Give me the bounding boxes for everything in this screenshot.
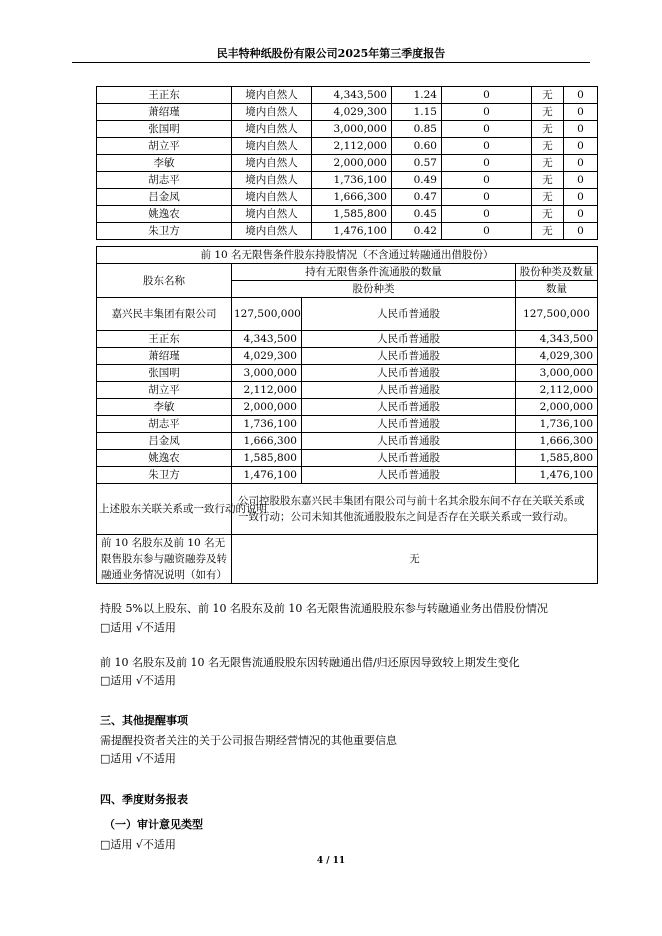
shareholder-name: 萧绍瑾 (97, 104, 232, 121)
shareholder-name: 萧绍瑾 (97, 348, 232, 365)
shares-qty: 1,476,100 (232, 467, 302, 484)
shareholder-name: 朱卫方 (97, 223, 232, 240)
table-row (97, 138, 598, 155)
shares-qty: 2,112,000 (232, 382, 302, 399)
share-type: 人民币普通股 (302, 450, 516, 467)
pledge-status: 无 (532, 206, 564, 223)
pledge-status: 无 (532, 189, 564, 206)
pledge-count: 0 (564, 104, 598, 121)
share-count: 1,666,300 (516, 433, 598, 450)
pledge-count: 0 (564, 189, 598, 206)
table-row (97, 206, 598, 223)
share-count: 127,500,000 (516, 298, 598, 331)
share-type: 人民币普通股 (302, 399, 516, 416)
table-row (97, 104, 598, 121)
restricted-shares: 0 (442, 189, 532, 206)
table-row (97, 365, 598, 382)
pledge-count: 0 (564, 155, 598, 172)
shareholder-type: 境内自然人 (232, 223, 312, 240)
table-row (97, 467, 598, 484)
share-ratio: 1.15 (392, 104, 442, 121)
section4-title: 四、季度财务报表 (100, 793, 188, 806)
unrestricted-rows (97, 331, 598, 484)
restricted-shares: 0 (442, 206, 532, 223)
shares-qty: 2,000,000 (232, 399, 302, 416)
share-count: 2,112,000 (516, 382, 598, 399)
table-row (97, 348, 598, 365)
shares-held: 1,736,100 (312, 172, 392, 189)
shareholder-name: 嘉兴民丰集团有限公司 (97, 298, 232, 331)
unrestricted-table-title: 前 10 名无限售条件股东持股情况（不含通过转融通出借股份） (97, 247, 598, 264)
share-count: 2,000,000 (516, 399, 598, 416)
lending-disclosure-option: □适用 √不适用 (100, 621, 176, 634)
col-header-qty: 持有无限售条件流通股的数量 (232, 264, 516, 281)
section3-text: 需提醒投资者关注的关于公司报告期经营情况的其他重要信息 (100, 734, 397, 747)
section4-subtitle: （一）审计意见类型 (104, 818, 203, 831)
shareholder-type: 境内自然人 (232, 121, 312, 138)
shares-held: 4,029,300 (312, 104, 392, 121)
share-count: 3,000,000 (516, 365, 598, 382)
shareholder-name: 胡志平 (97, 416, 232, 433)
shareholder-name: 胡立平 (97, 138, 232, 155)
share-type: 人民币普通股 (302, 365, 516, 382)
header-divider (72, 62, 590, 63)
shareholder-name: 吕金凤 (97, 433, 232, 450)
shareholder-name: 李敏 (97, 399, 232, 416)
shares-qty: 1,585,800 (232, 450, 302, 467)
shareholder-name: 王正东 (97, 331, 232, 348)
table-row (97, 223, 598, 240)
pledge-status: 无 (532, 87, 564, 104)
pledge-count: 0 (564, 121, 598, 138)
pledge-count: 0 (564, 172, 598, 189)
shareholder-name: 张国明 (97, 365, 232, 382)
share-type: 人民币普通股 (302, 298, 516, 331)
share-ratio: 0.47 (392, 189, 442, 206)
share-ratio: 0.45 (392, 206, 442, 223)
shares-qty: 3,000,000 (232, 365, 302, 382)
page-header-title: 民丰特种纸股份有限公司2025年第三季度报告 (216, 47, 446, 60)
share-count: 4,343,500 (516, 331, 598, 348)
share-ratio: 0.60 (392, 138, 442, 155)
share-type: 人民币普通股 (302, 331, 516, 348)
pledge-status: 无 (532, 172, 564, 189)
table-row (97, 121, 598, 138)
relation-label: 上述股东关联关系或一致行动的说明 (97, 484, 232, 535)
table-row (97, 172, 598, 189)
margin-text: 无 (232, 535, 598, 584)
pledge-status: 无 (532, 138, 564, 155)
table-row (97, 189, 598, 206)
table-row (97, 155, 598, 172)
table-row (97, 382, 598, 399)
share-type: 人民币普通股 (302, 416, 516, 433)
shares-held: 1,666,300 (312, 189, 392, 206)
top-shareholders-body (97, 87, 598, 240)
share-count: 4,029,300 (516, 348, 598, 365)
col-header-name: 股东名称 (97, 264, 232, 298)
shareholder-name: 姚逸农 (97, 206, 232, 223)
shares-held: 3,000,000 (312, 121, 392, 138)
shareholder-type: 境内自然人 (232, 155, 312, 172)
restricted-shares: 0 (442, 223, 532, 240)
share-count: 1,585,800 (516, 450, 598, 467)
pledge-count: 0 (564, 87, 598, 104)
shares-qty: 4,029,300 (232, 348, 302, 365)
shareholder-type: 境内自然人 (232, 189, 312, 206)
shareholder-type: 境内自然人 (232, 104, 312, 121)
lending-change-text: 前 10 名股东及前 10 名无限售流通股股东因转融通出借/归还原因导致较上期发生变化 (100, 656, 520, 669)
table-row (97, 331, 598, 348)
share-ratio: 0.85 (392, 121, 442, 138)
share-ratio: 0.42 (392, 223, 442, 240)
shareholder-name: 胡立平 (97, 382, 232, 399)
shareholder-type: 境内自然人 (232, 87, 312, 104)
shares-qty: 127,500,000 (232, 298, 302, 331)
share-type: 人民币普通股 (302, 348, 516, 365)
share-count: 1,736,100 (516, 416, 598, 433)
shares-held: 2,000,000 (312, 155, 392, 172)
pledge-status: 无 (532, 223, 564, 240)
col-header-type-group: 股份种类及数量 (516, 264, 598, 281)
unrestricted-shareholders-table (96, 246, 598, 584)
table-row (97, 399, 598, 416)
pledge-status: 无 (532, 104, 564, 121)
shareholder-name: 胡志平 (97, 172, 232, 189)
share-ratio: 0.57 (392, 155, 442, 172)
shareholder-name: 吕金凤 (97, 189, 232, 206)
shareholder-name: 王正东 (97, 87, 232, 104)
pledge-count: 0 (564, 138, 598, 155)
shareholder-name: 姚逸农 (97, 450, 232, 467)
restricted-shares: 0 (442, 87, 532, 104)
col-header-count: 数量 (516, 281, 598, 298)
share-ratio: 0.49 (392, 172, 442, 189)
pledge-status: 无 (532, 155, 564, 172)
shareholder-name: 李敏 (97, 155, 232, 172)
restricted-shares: 0 (442, 121, 532, 138)
section3-option: □适用 √不适用 (100, 752, 176, 765)
shares-held: 1,476,100 (312, 223, 392, 240)
table-row (97, 433, 598, 450)
shares-held: 2,112,000 (312, 138, 392, 155)
table-row (97, 298, 598, 331)
share-type: 人民币普通股 (302, 382, 516, 399)
section4-option: □适用 √不适用 (100, 838, 176, 851)
pledge-count: 0 (564, 206, 598, 223)
page-number: 4 / 11 (316, 856, 346, 866)
relation-text: 公司控股股东嘉兴民丰集团有限公司与前十名其余股东间不存在关联关系或一致行动；公司未知其他流通股股东之间是否存在关联关系或一致行动。 (232, 484, 598, 535)
col-header-type: 股份种类 (232, 281, 516, 298)
share-count: 1,476,100 (516, 467, 598, 484)
share-ratio: 1.24 (392, 87, 442, 104)
share-type: 人民币普通股 (302, 467, 516, 484)
shares-held: 4,343,500 (312, 87, 392, 104)
table-row (97, 87, 598, 104)
shares-qty: 1,666,300 (232, 433, 302, 450)
share-type: 人民币普通股 (302, 433, 516, 450)
lending-change-option: □适用 √不适用 (100, 674, 176, 687)
restricted-shares: 0 (442, 104, 532, 121)
shares-qty: 1,736,100 (232, 416, 302, 433)
shareholder-type: 境内自然人 (232, 138, 312, 155)
shares-qty: 4,343,500 (232, 331, 302, 348)
shares-held: 1,585,800 (312, 206, 392, 223)
margin-label: 前 10 名股东及前 10 名无限售股东参与融资融券及转融通业务情况说明（如有） (97, 535, 232, 584)
pledge-status: 无 (532, 121, 564, 138)
section3-title: 三、其他提醒事项 (100, 714, 188, 727)
table-row (97, 450, 598, 467)
shareholder-type: 境内自然人 (232, 172, 312, 189)
table-row (97, 416, 598, 433)
top-shareholders-table (96, 86, 598, 240)
shareholder-name: 朱卫方 (97, 467, 232, 484)
restricted-shares: 0 (442, 172, 532, 189)
restricted-shares: 0 (442, 155, 532, 172)
restricted-shares: 0 (442, 138, 532, 155)
pledge-count: 0 (564, 223, 598, 240)
lending-disclosure-text: 持股 5%以上股东、前 10 名股东及前 10 名无限售流通股股东参与转融通业务出借股份情况 (100, 602, 548, 615)
shareholder-type: 境内自然人 (232, 206, 312, 223)
shareholder-name: 张国明 (97, 121, 232, 138)
